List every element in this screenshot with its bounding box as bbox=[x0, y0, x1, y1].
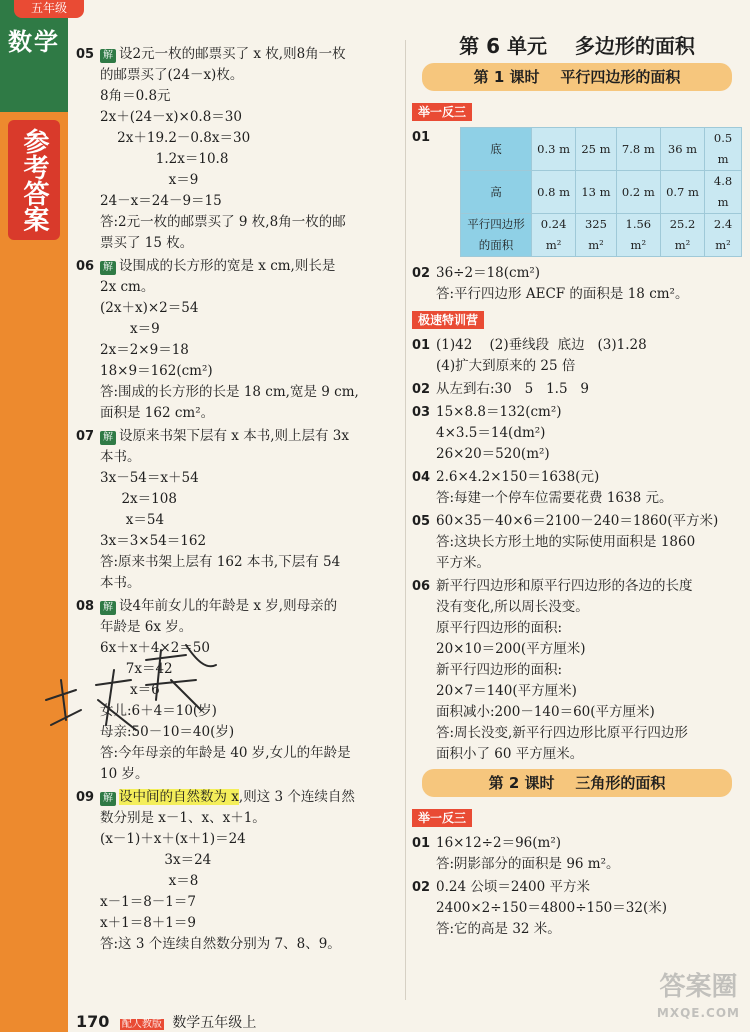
answer-line: 面积减小:200－140＝60(平方厘米) bbox=[436, 704, 655, 720]
answer-line: (2x＋x)×2＝54 bbox=[100, 300, 199, 316]
answer-number: 04 bbox=[412, 470, 431, 485]
answer-item bbox=[412, 877, 742, 940]
answer-line: 女儿:6＋4＝10(岁) bbox=[100, 703, 217, 719]
answer-item bbox=[76, 44, 402, 254]
answer-item bbox=[412, 379, 742, 400]
solution-tag: 解 bbox=[100, 601, 116, 615]
answer-line: 2.6×4.2×150＝1638(元) bbox=[436, 469, 600, 485]
lesson-title-2: 第 2 课时 三角形的面积 bbox=[422, 769, 732, 797]
watermark-text: 答案圈 bbox=[659, 972, 738, 1002]
answer-line: 2x＝2×9＝18 bbox=[100, 342, 189, 358]
answer-line: 答:今年母亲的年龄是 40 岁,女儿的年龄是 bbox=[100, 745, 351, 761]
edition-badge: 配人教版 bbox=[121, 1019, 162, 1030]
answer-line: 的邮票买了(24－x)枚。 bbox=[100, 67, 244, 83]
table-cell: 1.56 m² bbox=[616, 214, 660, 257]
subject-label: 数学 bbox=[8, 28, 60, 56]
answer-text: 设4年前女儿的年龄是 x 岁,则母亲的 bbox=[119, 598, 338, 614]
table-cell: 7.8 m bbox=[616, 128, 660, 171]
answer-line: x－1＝8－1＝7 bbox=[100, 894, 196, 910]
left-column bbox=[76, 44, 402, 957]
answer-text: 设原来书架下层有 x 本书,则上层有 3x bbox=[119, 428, 349, 444]
left-answer-list bbox=[76, 44, 402, 955]
page-number: 170 bbox=[76, 1012, 110, 1031]
table-row bbox=[461, 214, 742, 257]
answer-line: 6x＋x＋4×2＝50 bbox=[100, 640, 210, 656]
answer-line: x＋1＝8＋1＝9 bbox=[100, 915, 196, 931]
answer-line: 从左到右:30 5 1.5 9 bbox=[436, 381, 589, 397]
answer-item bbox=[412, 127, 742, 257]
answer-number: 09 bbox=[76, 790, 95, 805]
answer-text: ,则这 3 个连续自然 bbox=[238, 789, 355, 805]
answer-item bbox=[412, 335, 742, 377]
answer-line: 15×8.8＝132(cm²) bbox=[436, 404, 562, 420]
answer-line: 本书。 bbox=[100, 575, 141, 591]
lesson-title-1: 第 1 课时 平行四边形的面积 bbox=[422, 63, 732, 91]
handwriting-scribble bbox=[36, 640, 226, 750]
section-tag-practice-2: 举一反三 bbox=[412, 809, 472, 827]
answer-line: 答:这块长方形土地的实际使用面积是 1860 bbox=[436, 534, 696, 550]
section-tag-training: 极速特训营 bbox=[412, 311, 484, 329]
table-cell: 325 m² bbox=[576, 214, 617, 257]
answer-line bbox=[100, 426, 402, 447]
row-header: 平行四边形的面积 bbox=[461, 214, 532, 257]
table-cell: 0.8 m bbox=[532, 171, 576, 214]
answer-line: 26×20＝520(m²) bbox=[436, 446, 550, 462]
answer-line: 2x＋(24－x)×0.8＝30 bbox=[100, 109, 242, 125]
table-cell: 36 m bbox=[660, 128, 704, 171]
row-header: 底 bbox=[461, 128, 532, 171]
answer-line: 18×9＝162(cm²) bbox=[100, 363, 213, 379]
table-cell: 0.24 m² bbox=[532, 214, 576, 257]
highlighted-text: 设中间的自然数为 x bbox=[119, 789, 239, 805]
answer-line: 8角＝0.8元 bbox=[100, 88, 171, 104]
watermark-logo bbox=[657, 974, 740, 1026]
page-footer bbox=[76, 1012, 256, 1032]
answer-list-3 bbox=[412, 833, 742, 940]
answer-line bbox=[100, 256, 402, 277]
answer-line bbox=[100, 44, 402, 65]
row-header: 高 bbox=[461, 171, 532, 214]
answer-number: 02 bbox=[412, 880, 431, 895]
answer-line: x＝6 bbox=[100, 682, 160, 698]
answer-number: 01 bbox=[412, 338, 431, 353]
column-divider bbox=[405, 40, 406, 1000]
answer-line bbox=[100, 596, 402, 617]
answer-line: 答:这 3 个连续自然数分别为 7、8、9。 bbox=[100, 936, 341, 952]
answer-line: 原平行四边形的面积: bbox=[436, 620, 563, 636]
answer-line: 答:2元一枚的邮票买了 9 枚,8角一枚的邮 bbox=[100, 214, 346, 230]
answer-line: 10 岁。 bbox=[100, 766, 149, 782]
right-column bbox=[412, 36, 742, 942]
answer-line: (x－1)＋x＋(x＋1)＝24 bbox=[100, 831, 246, 847]
answer-line: 答:平行四边形 AECF 的面积是 18 cm²。 bbox=[436, 286, 689, 302]
answer-number: 06 bbox=[76, 259, 95, 274]
solution-tag: 解 bbox=[100, 431, 116, 445]
answer-item bbox=[412, 833, 742, 875]
table-row bbox=[461, 128, 742, 171]
table-cell: 4.8 m bbox=[705, 171, 742, 214]
solution-tag: 解 bbox=[100, 261, 116, 275]
answer-text: 设围成的长方形的宽是 x cm,则长是 bbox=[119, 258, 336, 274]
answer-line: 7x＝42 bbox=[100, 661, 173, 677]
answer-number: 02 bbox=[412, 382, 431, 397]
volume-label: 上 bbox=[242, 1015, 257, 1031]
answer-line: 4×3.5＝14(dm²) bbox=[436, 425, 546, 441]
answer-line: 母亲:50－10＝40(岁) bbox=[100, 724, 235, 740]
answer-line: 2x＝108 bbox=[100, 491, 177, 507]
answer-number: 01 bbox=[412, 130, 431, 145]
table-cell: 13 m bbox=[576, 171, 617, 214]
answer-line: 3x＝24 bbox=[100, 852, 212, 868]
answer-text: 设2元一枚的邮票买了 x 枚,则8角一枚 bbox=[119, 46, 346, 62]
answer-number: 02 bbox=[412, 266, 431, 281]
section-label: 参考答案 bbox=[8, 120, 60, 240]
solution-tag: 解 bbox=[100, 49, 116, 63]
table-cell: 0.3 m bbox=[532, 128, 576, 171]
answer-number: 06 bbox=[412, 579, 431, 594]
answer-line: x＝54 bbox=[100, 512, 165, 528]
answer-line: 答:原来书架上层有 162 本书,下层有 54 bbox=[100, 554, 341, 570]
answer-line: 面积是 162 cm²。 bbox=[100, 405, 215, 421]
table-cell: 0.5 m bbox=[705, 128, 742, 171]
answer-number: 08 bbox=[76, 599, 95, 614]
answer-list-2 bbox=[412, 335, 742, 765]
answer-line: 2x＋19.2－0.8x＝30 bbox=[100, 130, 251, 146]
answer-line: 16×12÷2＝96(m²) bbox=[436, 835, 561, 851]
answer-line: 答:每建一个停车位需要花费 1638 元。 bbox=[436, 490, 673, 506]
table-cell: 25.2 m² bbox=[660, 214, 704, 257]
answer-line: 数分别是 x－1、x、x＋1。 bbox=[100, 810, 266, 826]
watermark-site: MXQE.COM bbox=[656, 1006, 740, 1020]
answer-line bbox=[100, 787, 402, 808]
answer-line: 3x＝3×54＝162 bbox=[100, 533, 207, 549]
answer-line: 答:周长没变,新平行四边形比原平行四边形 bbox=[436, 725, 688, 741]
answer-line: 答:阴影部分的面积是 96 m²。 bbox=[436, 856, 620, 872]
answer-line: (1)42 (2)垂线段 底边 (3)1.28 bbox=[436, 337, 647, 353]
table-row bbox=[461, 171, 742, 214]
answer-number: 01 bbox=[412, 836, 431, 851]
answer-item bbox=[412, 263, 742, 305]
answer-line: x＝8 bbox=[100, 873, 199, 889]
answer-line: 没有变化,所以周长没变。 bbox=[436, 599, 589, 615]
section-tag-practice: 举一反三 bbox=[412, 103, 472, 121]
table-cell: 25 m bbox=[576, 128, 617, 171]
answer-line: 2400×2÷150＝4800÷150＝32(米) bbox=[436, 900, 667, 916]
answer-number: 03 bbox=[412, 405, 431, 420]
answer-line: 答:围成的长方形的长是 18 cm,宽是 9 cm, bbox=[100, 384, 359, 400]
answer-line: 本书。 bbox=[100, 449, 141, 465]
answer-list-1 bbox=[412, 263, 742, 305]
answer-line: (4)扩大到原来的 25 倍 bbox=[436, 358, 576, 374]
answer-line: 20×7＝140(平方厘米) bbox=[436, 683, 577, 699]
grade-tab: 五年级 bbox=[14, 0, 84, 18]
answer-item bbox=[412, 576, 742, 765]
answer-item bbox=[76, 787, 402, 955]
answer-number: 05 bbox=[76, 47, 95, 62]
answer-line: 20×10＝200(平方厘米) bbox=[436, 641, 586, 657]
answer-line: 0.24 公顷＝2400 平方米 bbox=[436, 879, 590, 895]
answer-item bbox=[412, 402, 742, 465]
answer-item bbox=[76, 256, 402, 424]
answer-line: 60×35－40×6＝2100－240＝1860(平方米) bbox=[436, 513, 719, 529]
answer-number: 07 bbox=[76, 429, 95, 444]
answer-line: x＝9 bbox=[100, 172, 199, 188]
answer-line: 平方米。 bbox=[436, 555, 490, 571]
solution-tag: 解 bbox=[100, 792, 116, 806]
answer-line: 面积小了 60 平方厘米。 bbox=[436, 746, 584, 762]
answer-line: 36÷2＝18(cm²) bbox=[436, 265, 541, 281]
answer-line: 2x cm。 bbox=[100, 279, 155, 295]
answer-line: 1.2x＝10.8 bbox=[100, 151, 229, 167]
table-cell: 2.4 m² bbox=[705, 214, 742, 257]
area-table bbox=[460, 127, 742, 257]
answer-line: x＝9 bbox=[100, 321, 160, 337]
answer-line: 票买了 15 枚。 bbox=[100, 235, 194, 251]
answer-line: 答:它的高是 32 米。 bbox=[436, 921, 561, 937]
answer-line: 新平行四边形和原平行四边形的各边的长度 bbox=[436, 578, 693, 594]
answer-item bbox=[76, 426, 402, 594]
answer-line: 年龄是 6x 岁。 bbox=[100, 619, 193, 635]
answer-item bbox=[412, 511, 742, 574]
table-cell: 0.7 m bbox=[660, 171, 704, 214]
answer-line: 3x－54＝x＋54 bbox=[100, 470, 199, 486]
answer-line: 新平行四边形的面积: bbox=[436, 662, 563, 678]
book-title: 数学五年级 bbox=[172, 1015, 243, 1031]
unit-title: 第 6 单元 多边形的面积 bbox=[459, 34, 695, 58]
answer-line: 24－x＝24－9＝15 bbox=[100, 193, 222, 209]
table-cell: 0.2 m bbox=[616, 171, 660, 214]
answer-item bbox=[412, 467, 742, 509]
answer-number: 05 bbox=[412, 514, 431, 529]
